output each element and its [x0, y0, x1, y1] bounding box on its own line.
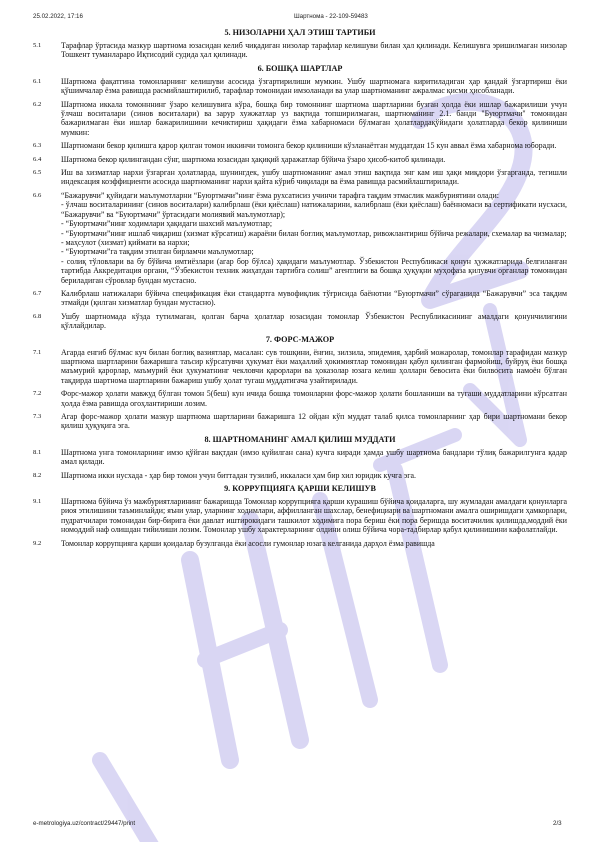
clause: [33, 348, 567, 386]
clause-number: 7.1: [33, 348, 42, 356]
clause-text: [61, 141, 567, 150]
clause-text: [61, 155, 567, 164]
clause-paragraph: Шартнома икки нусхада - ҳар бир томон учун биттадан тузилиб, иккаласи ҳам бир хил юридик кучга эга.: [61, 470, 416, 480]
clause-paragraph: Форс-мажор ҳолати мавжуд бўлган томон 5(беш) кун ичида бошқа томонларни форс-мажор ҳолати бошланиши ва тугаши муддатларини кўрсатган ҳолда ёзма равишда огоҳлантириши лозим.: [61, 389, 567, 408]
clause: [33, 497, 567, 535]
clause: [33, 471, 567, 480]
clause-number: 6.7: [33, 289, 42, 297]
clause-text: [61, 471, 567, 480]
clause-number: 6.3: [33, 142, 42, 150]
clause-number: 9.1: [33, 498, 42, 506]
clause: [33, 41, 567, 60]
clause-number: 8.2: [33, 471, 42, 479]
section-title: 6. БОШҚА ШАРТЛАР: [257, 63, 343, 73]
watermark-stroke: [190, 560, 230, 760]
clause-text: [61, 389, 567, 408]
clause-paragraph: Шартнома унга томонларнинг имзо қўйган вақтдан (имзо қуйилган сана) кучга киради ҳамда ушбу шартнома бандлари тўлиқ бажарилгунга қадар амал қилади.: [61, 447, 567, 467]
clause-paragraph: Шартномани бекор қилишга қарор қилган томон иккинчи томонга бекор қилиниши кўзланаётган муддатдан 15 кун аввал ёзма хабарнома юборади.: [61, 141, 557, 151]
contract-document: [33, 26, 567, 552]
clause-paragraph: Шартнома бекор қилингандан сўнг, шартнома юзасидан ҳақиқий ҳаражатлар бўйича ўзаро ҳисоб-китоб қилинади.: [61, 154, 446, 164]
clause: [33, 155, 567, 164]
clause-paragraph: Тарафлар ўртасида мазкур шартнома юзасидан келиб чиқадиган низолар тарафлар келишуви билан ҳал қилинади. Келишувга эришилмаган низолар Тошкент туманлараро Иқтисодий судида ҳал қилинади.: [61, 41, 567, 60]
clause: [33, 100, 567, 138]
clause-number: 5.1: [33, 42, 42, 49]
watermark-stroke: [205, 630, 280, 660]
clause-text: [61, 168, 567, 187]
watermark-stroke: [250, 520, 300, 740]
clause-text: [61, 77, 567, 96]
clause: [33, 389, 567, 408]
clause-paragraph: Агарда енгиб бўлмас куч билан боғлиқ вазиятлар, масалан: сув тошқини, ёнғин, зилзила, эпидемия, ҳарбий можаролар, томонлар тарафидан мазкур шартнома шартларини бажаришга таъсир кўрсатувчи ҳукумат ёки маҳаллий ҳокимиятлар томонидан қабул қилинган фармойиш, буйруқ ёки бошқа маъмурий қарорлар, маъмурий ёки ҳукуматнинг чекловчи қарорлари ва ҳоказолар юзага келиш ҳолларн бевосита ёки билвосита намоён бўлган тақдирда шартнома шартларини бажариш ушбу ҳолат тугаш муддатигача узайтирилади.: [61, 347, 567, 385]
clause-text: [61, 539, 567, 548]
clause-paragraph: Шартнома иккала томонннинг ўзаро келишувига кўра, бошқа бир томоннинг шартнома шартларини бузган ҳолда ёки ишлар бажарилиши учун ўлчаш воситалари (синов воситалари) ва зарур хужжатлар уз вақтида топширилмаган, шартноманинг 2.1. банди "Буюртмачи" томонидан бажарилмаган ёки ишлар бажарилишини кечиктириш ҳақидаги ёзма хабарномаси бўлмаган ҳолатлардақўйидаги ҳолатларда бекор қилиниши мумкин:: [61, 99, 567, 137]
clause-number: 6.8: [33, 312, 42, 320]
print-page-number: 2/3: [553, 820, 562, 827]
clause: [33, 289, 567, 308]
clause-text: [61, 191, 567, 285]
clause-paragraph: “Бажарувчи” қуйидаги маълумотларни “Буюртмачи”нинг ёзма рухсатисиз учинчи тарафга тақдим этмаслик мажбуриятини олади:: [61, 190, 499, 200]
section-title: 7. ФОРС-МАЖОР: [265, 334, 335, 344]
clause-number: 6.1: [33, 77, 42, 85]
clause-paragraph: - “Буюртмачи”нинг ишлаб чиқариш (хизмат кўрсатиш) жараёни билан боғлиқ маълумотлар, ривожлантириш бўйича режалари, схемалар ва чизмалар;: [61, 228, 567, 238]
clause: [33, 141, 567, 150]
print-document-title: Шартнома - 22-109-59483: [294, 13, 368, 20]
clause-paragraph: - ўлчаш воситаларининг (синов воситалари) калибрлаш (ёки қиёслаш) натижаларини, калибрлаш (ёки қиёслаш) баённомаси ва сертификати нусхаси, “Бажарувчи” ва “Буюртмачи” ўртасидаги молиявий маълумотлар);: [61, 200, 567, 219]
clause-number: 7.2: [33, 390, 42, 398]
clause: [33, 312, 567, 331]
clause-paragraph: Иш ва хизматлар нархи ўзгарган ҳолатларда, шунингдек, ушбу шартноманинг амал этиш вақтида энг кам иш ҳақи миқдори ўзгарганда, тегишли индексация коэффициенти асосида шартноманинг нархи қайта кўриб чиқилади ва ёзма равишда расмийлаштирилади.: [61, 168, 567, 187]
clause: [33, 168, 567, 187]
clause: [33, 412, 567, 431]
clause-text: [61, 412, 567, 431]
clause: [33, 191, 567, 285]
clause-paragraph: Шартнома фақатгина томонларнинг келишуви асосида ўзгартирилиши мумкин. Ушбу шартномага киритиладиган ҳар қандай ўзгартириш ёки қўшимчалар ёзма равишда расмийлаштирилиб, тарафлар томонидан имзоланади ва улар шартноманинг ажралмас қисми ҳисобланади.: [61, 76, 567, 96]
clause-number: 6.2: [33, 100, 42, 108]
clause-paragraph: - солиқ тўловлари ва бу бўйича имтиёзлари (агар бор бўлса) ҳақидаги маълумотлар. Ўзбекистон Республикаси қонун ҳужжатларида белгиланган тартибда Аккредитация органи, “Ўзбекистон техник жиҳатдан тартибга солиш” агентлиги ва бошқа ҳуқуқни муҳофаза қилувчи органлар томонидан бериладиган сўровлар бундан мустасно.: [61, 256, 567, 285]
clause-paragraph: Ушбу шартномада кўзда тутилмаган, қолган барча ҳолатлар юзасидан томонлар Ўзбекистон Республикасининг амалдаги қонунчилигини қўллайдилар.: [61, 311, 567, 331]
clause-paragraph: - “Буюртмачи”нинг ходимлари ҳақидаги шахсий маълумотлар;: [61, 219, 273, 229]
clause: [33, 539, 567, 548]
clause-number: 8.1: [33, 448, 42, 456]
section-title: 5. НИЗОЛАРНИ ҲАЛ ЭТИШ ТАРТИБИ: [224, 28, 376, 37]
clause-text: [61, 448, 567, 467]
clause-text: [61, 100, 567, 138]
clause-number: 6.5: [33, 169, 42, 177]
clause-number: 6.6: [33, 191, 42, 199]
clause-paragraph: Томонлар коррупцияга қарши қоидалар бузулганда ёки асосли гумонлар юзага келганида дарҳол ёзма равишда: [61, 538, 435, 548]
clause-number: 9.2: [33, 539, 42, 547]
clause-paragraph: Калибрлаш натижалари бўйича спецификация ёки стандартга мувофиқлик тўғрисида баёнотни “Буюртмачи” сўраганида “Бажарувчи” эса тақдим этмайди (қилган хизматлар бундан мустасно).: [61, 288, 567, 308]
clause-paragraph: Агар форс-мажор ҳолати мазкур шартнома шартларини бажаришга 12 ойдан кўп муддат талаб қилса томонларнинг ҳар бири шартномани бекор қилиш ҳуқуқига эга.: [61, 412, 567, 431]
clause-number: 7.3: [33, 413, 42, 420]
print-url: e-metrologiya.uz/contract/29447/print: [33, 820, 136, 827]
print-datetime: 25.02.2022, 17:16: [33, 13, 83, 20]
watermark-stroke: [100, 760, 160, 842]
clause-paragraph: Шартнома бўйича ўз мажбуриятларининг бажаришда Томонлар коррупцияга қарши курашиш бўйича қоидаларга, шу жумладан амалдаги қонунларга риоя этилишини таъминлайди; яъни улар, уларнинг ходимлари, аффилланган шахслар, бенефициари ва шартномани амалга оширишдаги ҳамкорлари, пудратчилари томонидан бир-бирига ёки давлат иштирокидаги ташкилот ходимига пора бериш ёки пора беришда воситачилик қилишда,моддий ёки номоддий наф олишдан тийилиши лозим. Томонлар ушбу характерларнинг олдини олиш бўйича чора-тадбирлар қабул қилинишини кафолатлайди.: [61, 497, 567, 535]
clause-paragraph: - “Буюртмачи”га тақдим этилган бирламчи маълумотлар;: [61, 247, 254, 257]
section-title: 9. КОРРУПЦИЯГА ҚАРШИ КЕЛИШУВ: [224, 484, 376, 494]
clause-text: [61, 312, 567, 331]
clause-text: [61, 348, 567, 386]
clause: [33, 448, 567, 467]
section-title: 8. ШАРТНОМАНИНГ АМАЛ ҚИЛИШ МУДДАТИ: [204, 434, 396, 444]
clause: [33, 77, 567, 96]
clause-text: [61, 497, 567, 535]
clause-number: 6.4: [33, 155, 42, 163]
clause-text: [61, 289, 567, 308]
clause-text: [61, 41, 567, 60]
clause-paragraph: - маҳсулот (хизмат) қиймати ва нархи;: [61, 237, 190, 247]
